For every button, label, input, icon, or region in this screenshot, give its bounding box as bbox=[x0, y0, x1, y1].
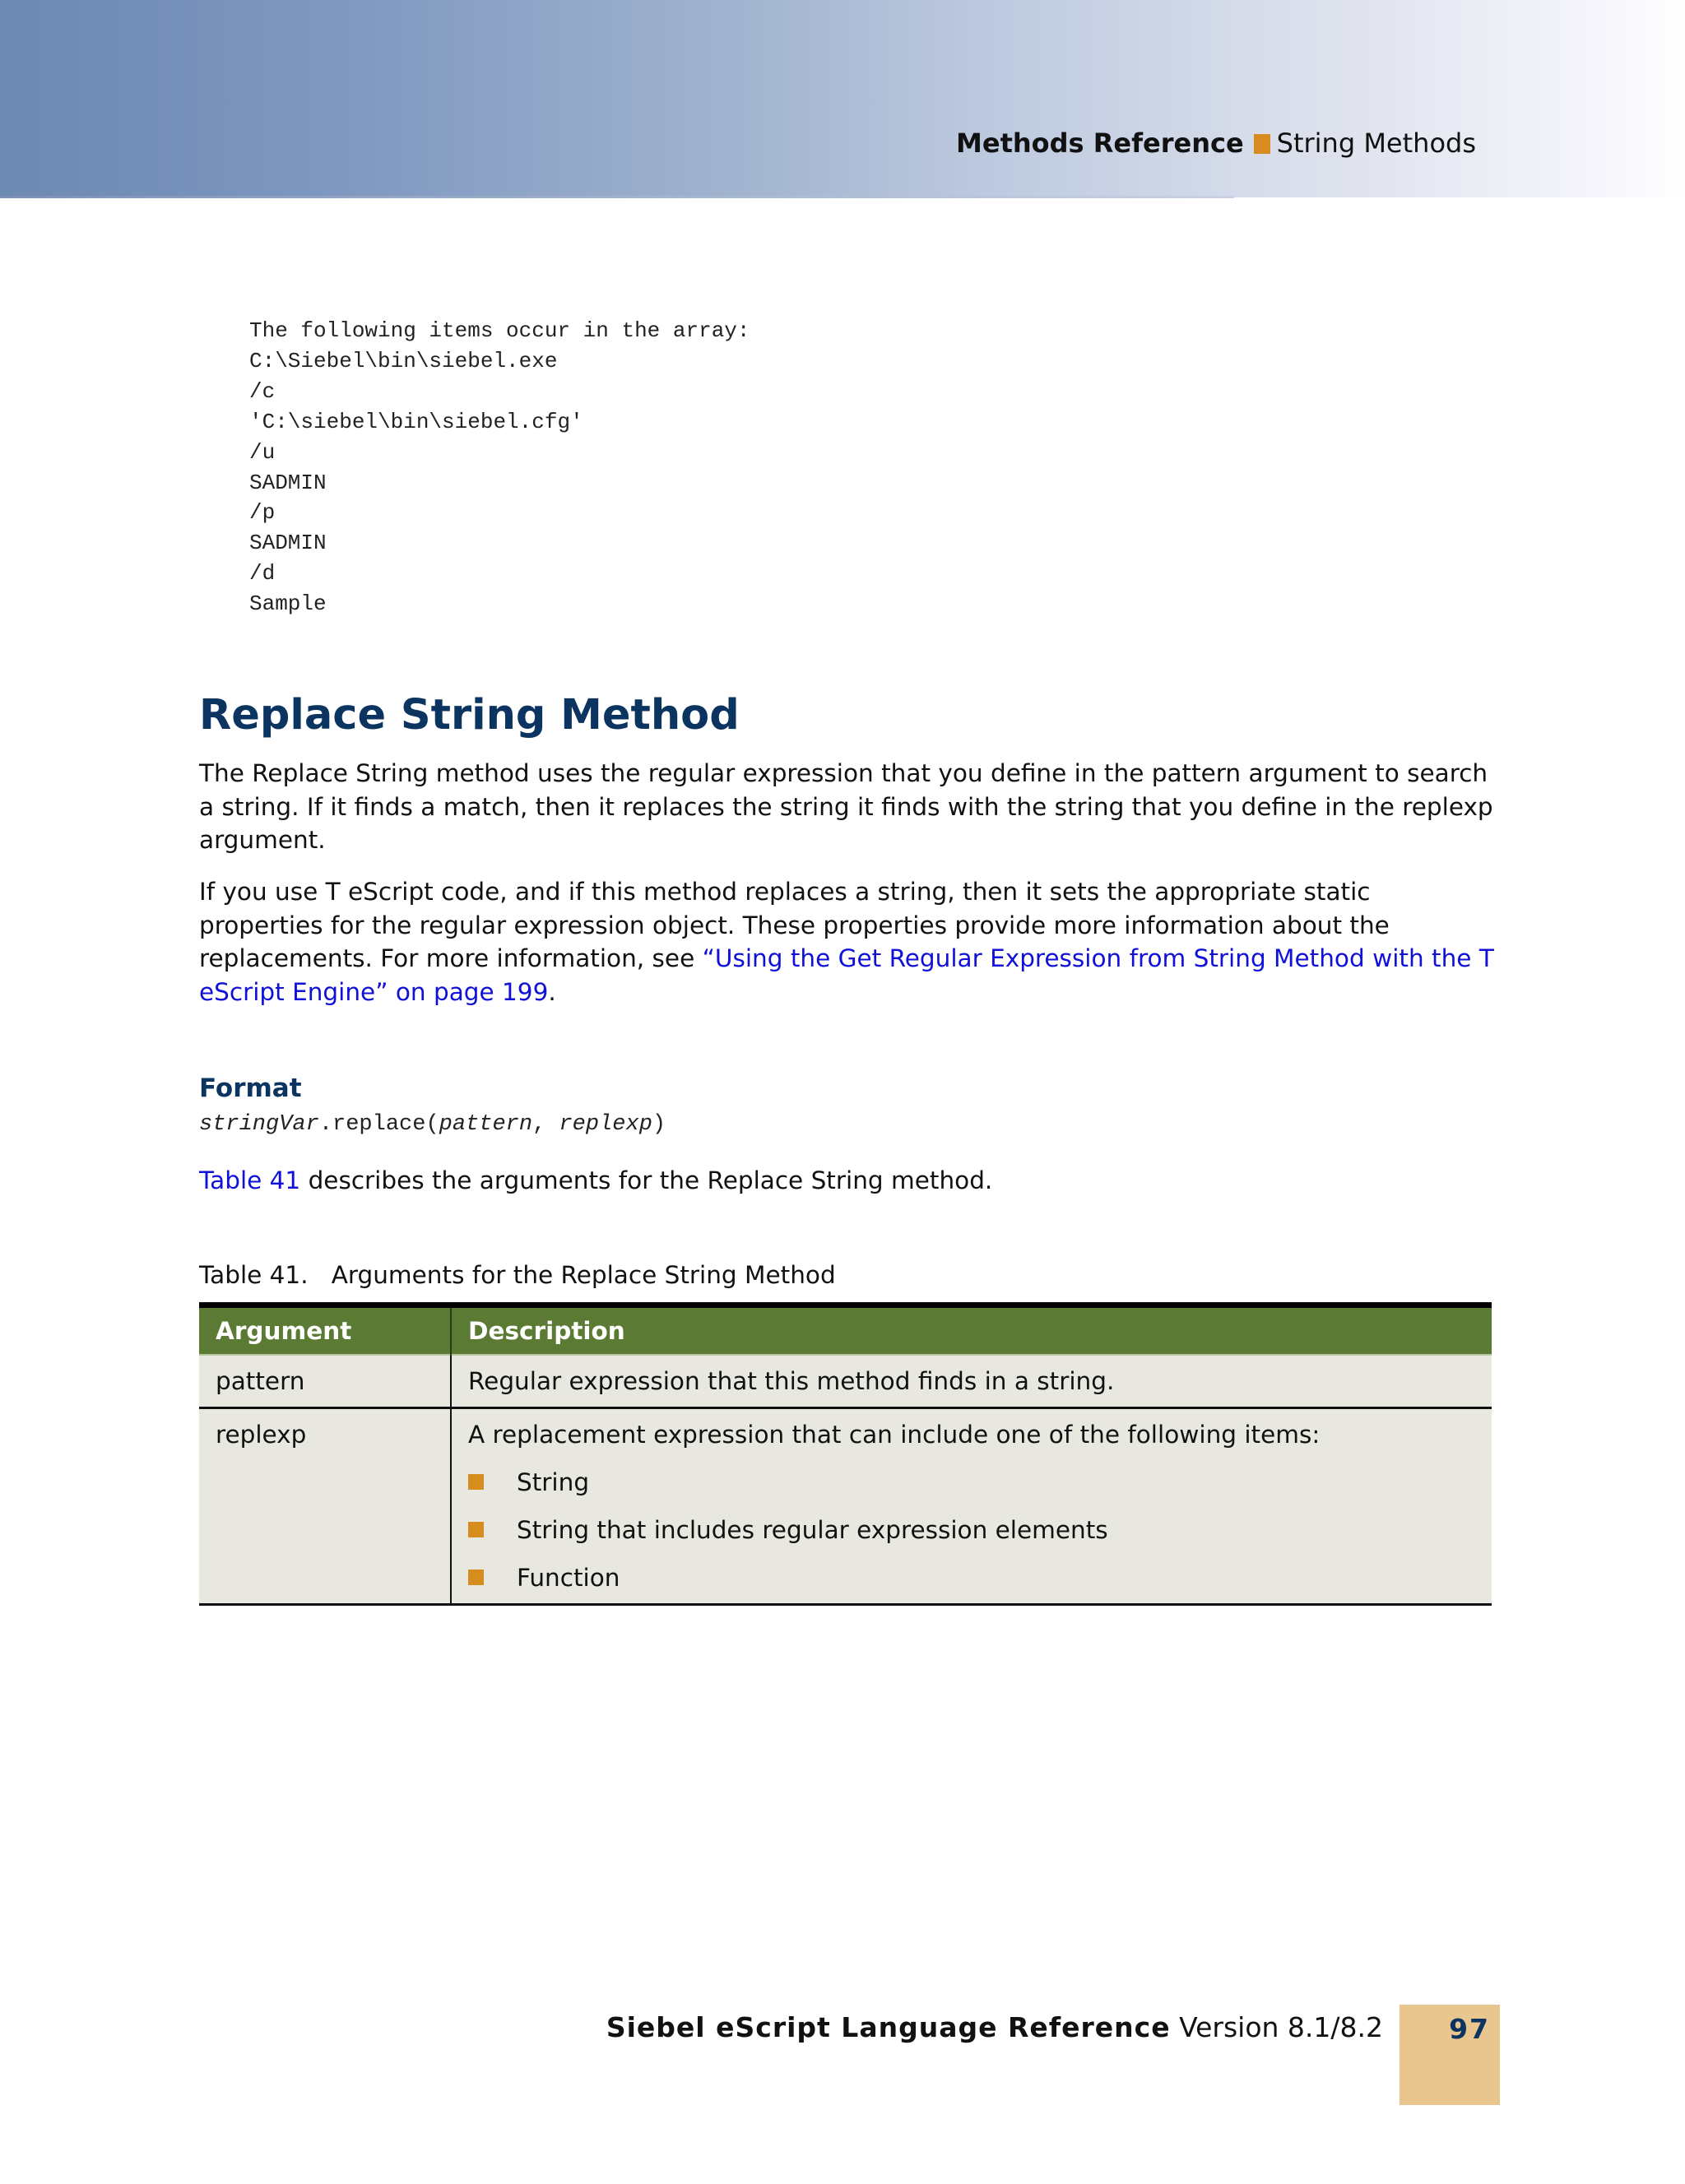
paragraph-static-properties: If you use T eScript code, and if this method replaces a string, then it sets the appropriate static properties for the regular expression object. These properties provide more information about the replacements. For more information, see “Using the Get Regular Expression from String Method with the T eScript Engine” on page 199. bbox=[199, 878, 1494, 1006]
code-line: /u bbox=[249, 439, 276, 465]
page-title: Replace String Method bbox=[199, 691, 740, 740]
format-syntax: stringVar.replace(pattern, replexp) bbox=[199, 1112, 666, 1137]
code-line: 'C:\siebel\bin\siebel.cfg' bbox=[249, 409, 583, 434]
table-41-link[interactable]: Table 41 bbox=[199, 1166, 301, 1194]
list-item: String that includes regular expression elements bbox=[468, 1516, 1475, 1544]
book-title: Siebel eScript Language Reference bbox=[606, 2011, 1171, 2043]
column-header-argument: Argument bbox=[199, 1305, 451, 1356]
footer bbox=[606, 2011, 1383, 2043]
argument-cell: replexp bbox=[199, 1408, 451, 1605]
table-reference-paragraph: Table 41 describes the arguments for the Replace String method. bbox=[199, 1166, 993, 1194]
code-line: C:\Siebel\bin\siebel.exe bbox=[249, 348, 558, 373]
page-header-banner bbox=[0, 0, 1685, 197]
code-line: /c bbox=[249, 378, 276, 404]
cross-reference-link[interactable]: “Using the Get Regular Expression from String Method with the T eScript Engine” on page 199 bbox=[199, 944, 1494, 1006]
section-title: String Methods bbox=[1276, 128, 1476, 159]
code-block bbox=[249, 316, 750, 619]
code-line: SADMIN bbox=[249, 531, 327, 556]
description-cell: A replacement expression that can include one of the following items: String String that includes regular expression elements Function bbox=[451, 1408, 1492, 1605]
square-bullet-icon bbox=[1254, 134, 1270, 154]
format-heading: Format bbox=[199, 1073, 302, 1103]
code-line: /d bbox=[249, 561, 276, 587]
running-header bbox=[956, 128, 1476, 159]
page-number: 97 bbox=[1449, 2013, 1490, 2045]
square-bullet-icon bbox=[468, 1570, 484, 1585]
version: Version 8.1/8.2 bbox=[1179, 2011, 1383, 2043]
header-divider bbox=[0, 196, 1234, 198]
list-item: Function bbox=[468, 1564, 1475, 1592]
list-item: String bbox=[468, 1468, 1475, 1496]
table-caption: Table 41. Arguments for the Replace String Method bbox=[199, 1261, 836, 1289]
item-list bbox=[468, 1468, 1475, 1592]
code-line: /p bbox=[249, 500, 276, 526]
paragraph-intro: The Replace String method uses the regular expression that you define in the pattern argument to search a string. If it finds a match, then it replaces the string it finds with the string that you define in the replexp argument. bbox=[199, 759, 1493, 854]
column-header-description: Description bbox=[451, 1305, 1492, 1356]
chapter-title: Methods Reference bbox=[956, 128, 1244, 159]
code-line: The following items occur in the array: bbox=[249, 318, 750, 343]
table-row bbox=[199, 1355, 1492, 1408]
argument-cell: pattern bbox=[199, 1355, 451, 1408]
code-line: Sample bbox=[249, 591, 327, 617]
code-line: SADMIN bbox=[249, 470, 327, 495]
square-bullet-icon bbox=[468, 1474, 484, 1490]
page-number-box bbox=[1400, 2005, 1500, 2105]
description-cell: Regular expression that this method finds in a string. bbox=[451, 1355, 1492, 1408]
square-bullet-icon bbox=[468, 1522, 484, 1537]
table-row bbox=[199, 1408, 1492, 1605]
arguments-table bbox=[199, 1302, 1492, 1606]
